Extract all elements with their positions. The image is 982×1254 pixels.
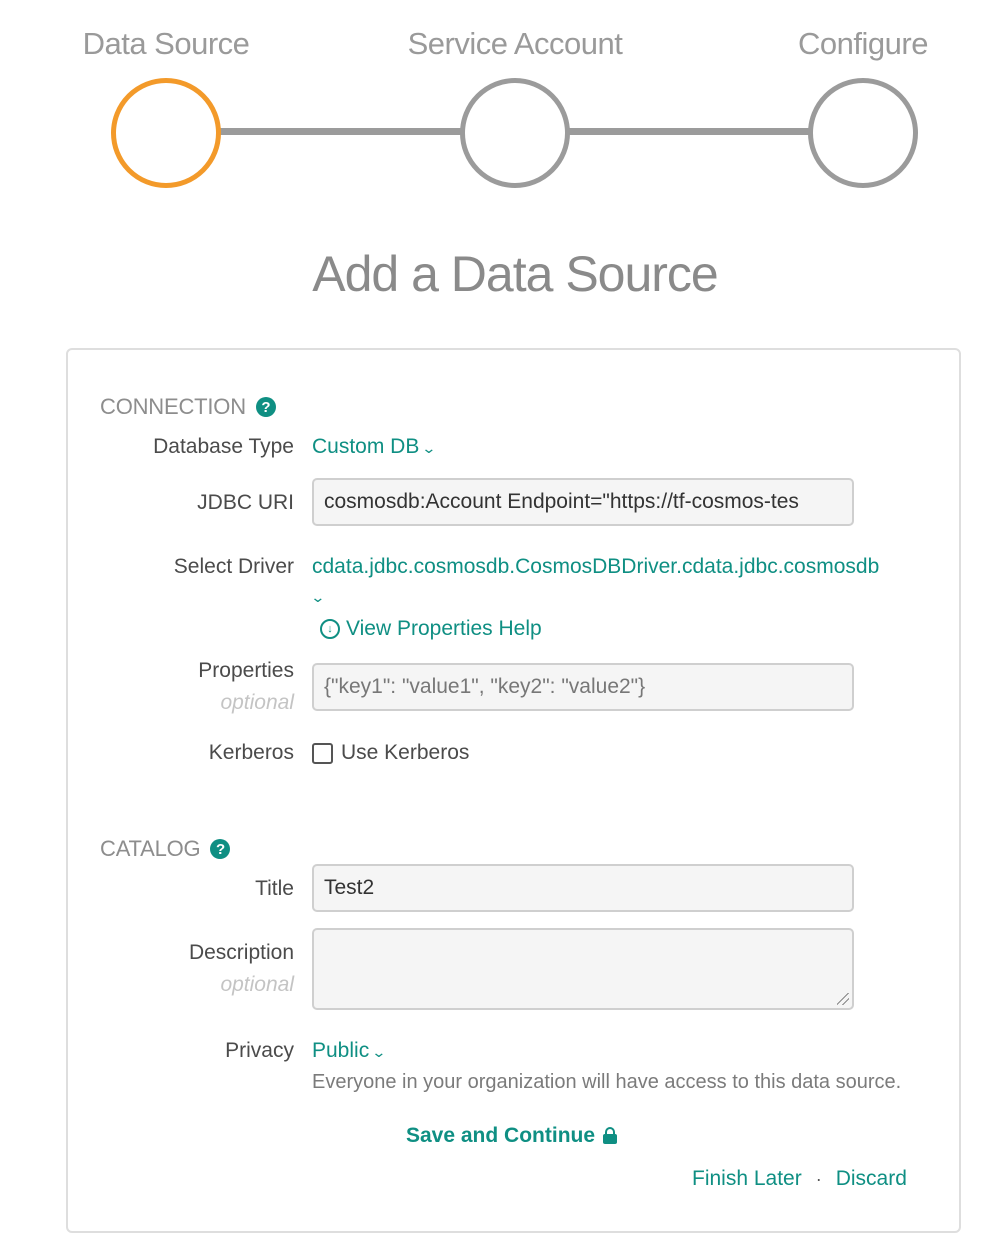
- description-textarea[interactable]: [312, 928, 854, 1010]
- properties-label: Properties: [198, 659, 294, 682]
- footer-links: [692, 1167, 907, 1191]
- catalog-section-title: [100, 836, 230, 862]
- kerberos-label: Kerberos: [208, 741, 294, 764]
- select-driver-value: cdata.jdbc.cosmosdb.CosmosDBDriver.cdata.jdbc.cosmosdb: [312, 555, 880, 578]
- step-label-service-account: Service Account: [407, 26, 623, 61]
- description-optional-hint: optional: [220, 973, 294, 996]
- privacy-note: Everyone in your organization will have access to this data source.: [312, 1071, 902, 1093]
- view-properties-help-label: View Properties Help: [346, 617, 542, 640]
- catalog-heading: CATALOG: [100, 836, 201, 861]
- database-type-label: Database Type: [153, 435, 294, 458]
- discard-link[interactable]: Discard: [835, 1167, 907, 1190]
- step-label-configure: Configure: [798, 26, 928, 61]
- separator-dot: ·: [815, 1168, 822, 1189]
- select-driver-label: Select Driver: [173, 555, 294, 578]
- view-properties-help-link[interactable]: [320, 617, 542, 641]
- question-circle-icon[interactable]: ?: [210, 839, 230, 859]
- step-circle-configure: [808, 78, 918, 188]
- use-kerberos-label: Use Kerberos: [341, 741, 470, 764]
- privacy-value: Public: [312, 1039, 370, 1062]
- save-and-continue-label: Save and Continue: [406, 1124, 596, 1147]
- save-and-continue-button[interactable]: [406, 1124, 617, 1148]
- question-circle-icon[interactable]: ?: [256, 397, 276, 417]
- title-input[interactable]: Test2: [312, 864, 854, 912]
- database-type-dropdown[interactable]: [312, 435, 435, 459]
- chevron-down-icon: ⌄: [371, 1044, 387, 1060]
- jdbc-uri-input[interactable]: cosmosdb:Account Endpoint="https://tf-cosmos-tes: [312, 478, 854, 526]
- download-circle-icon: ↓: [320, 619, 340, 639]
- chevron-down-icon[interactable]: ⌄: [310, 589, 326, 605]
- step-connector: [216, 128, 466, 135]
- step-circle-data-source: [111, 78, 221, 188]
- step-connector: [566, 128, 812, 135]
- privacy-dropdown[interactable]: [312, 1039, 385, 1063]
- database-type-value: Custom DB: [312, 435, 420, 458]
- connection-heading: CONNECTION: [100, 394, 246, 419]
- jdbc-uri-label: JDBC URI: [197, 491, 294, 514]
- step-label-data-source: Data Source: [82, 26, 250, 61]
- step-circle-service-account: [460, 78, 570, 188]
- properties-input[interactable]: {"key1": "value1", "key2": "value2"}: [312, 663, 854, 711]
- select-driver-dropdown[interactable]: [312, 555, 879, 579]
- use-kerberos-checkbox-row[interactable]: [312, 741, 469, 765]
- connection-section-title: [100, 394, 276, 420]
- use-kerberos-checkbox[interactable]: [312, 743, 333, 764]
- description-label: Description: [188, 941, 294, 964]
- title-label: Title: [255, 877, 294, 900]
- privacy-label: Privacy: [225, 1039, 294, 1062]
- page-title: Add a Data Source: [312, 246, 718, 302]
- finish-later-link[interactable]: Finish Later: [692, 1167, 802, 1190]
- lock-icon: [603, 1127, 617, 1145]
- properties-optional-hint: optional: [220, 691, 294, 714]
- chevron-down-icon: ⌄: [421, 440, 437, 456]
- resize-grip-icon[interactable]: [837, 993, 849, 1005]
